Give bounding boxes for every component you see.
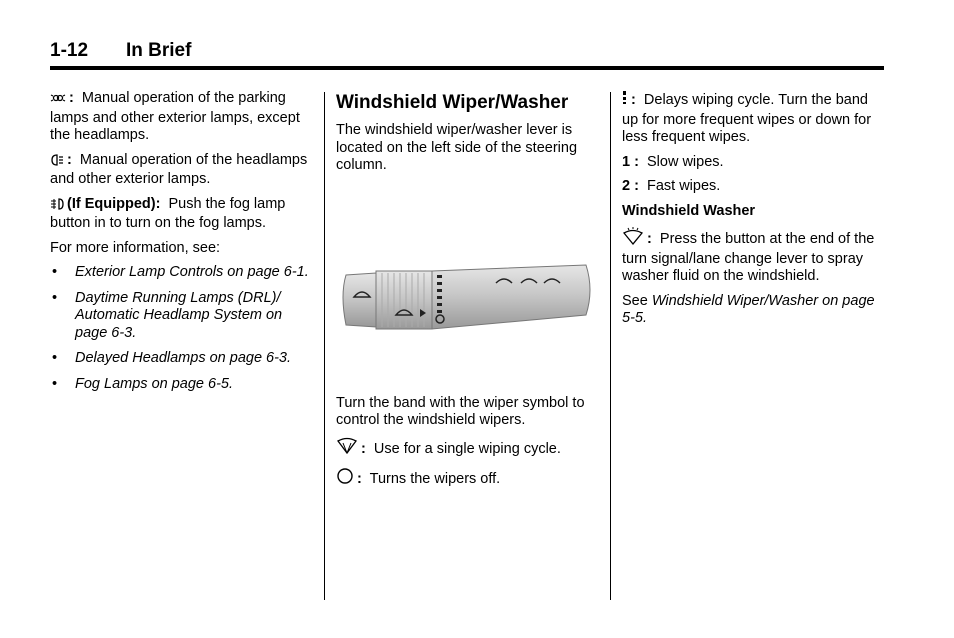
reference-item: • Fog Lamps on page 6-5. (52, 375, 233, 392)
fog-lamp-icon (50, 198, 64, 216)
fast-wipes-item: 2 : Fast wipes. (622, 178, 721, 194)
off-circle-icon (336, 467, 354, 491)
intro-text: The windshield wiper/washer lever is located on the left side of the steering column. (336, 122, 578, 173)
wiper-lever-illustration (336, 185, 598, 385)
column-divider (324, 92, 325, 600)
column-wiper (336, 90, 598, 498)
see-reference: See Windshield Wiper/Washer on page 5-5. (622, 292, 875, 326)
reference-link[interactable]: Daytime Running Lamps (DRL)/ Automatic Headlamp System on page 6-3. (75, 289, 283, 341)
page-header (50, 38, 884, 70)
reference-link[interactable]: Exterior Lamp Controls on page 6-1. (75, 264, 309, 280)
page-number: 1-12 (50, 40, 89, 61)
column-wiper-settings (622, 90, 884, 335)
wipers-off-item: : Turns the wipers off. (336, 467, 598, 491)
reference-link[interactable]: Fog Lamps on page 6-5. (75, 375, 233, 392)
section-title: In Brief (126, 40, 192, 61)
delay-bars-icon (622, 90, 628, 112)
section-heading: Windshield Wiper/Washer (336, 92, 569, 113)
parking-lamps-icon (50, 92, 66, 110)
parking-lamps-item: : Manual operation of the parking lamps and other exterior lamps, except the headlamps. (50, 90, 300, 143)
band-instruction: Turn the band with the wiper symbol to control the windshield wipers. (336, 394, 585, 428)
washer-item: : Press the button at the end of the turn signal/lane change lever to spray washer fluid on the windshield. (622, 227, 884, 286)
more-info-text: For more information, see: (50, 239, 221, 256)
headlamp-icon (50, 154, 64, 172)
reference-link[interactable]: Delayed Headlamps on page 6-3. (75, 350, 292, 366)
column-lighting (50, 90, 312, 401)
reference-item: • Daytime Running Lamps (DRL)/ Automatic Headlamp System on page 6-3. (52, 289, 283, 341)
headlamps-item: : Manual operation of the headlamps and other exterior lamps. (50, 151, 308, 187)
single-wipe-item: : Use for a single wiping cycle. (336, 437, 598, 461)
delay-item: : Delays wiping cycle. Turn the band up for more frequent wipes or down for less frequent wipes. (622, 92, 872, 145)
washer-heading: Windshield Washer (622, 202, 756, 219)
wiper-mist-icon (336, 437, 358, 461)
reference-item: • Exterior Lamp Controls on page 6-1. (52, 264, 309, 280)
fog-lamps-item: (If Equipped): Push the fog lamp button in to turn on the fog lamps. (50, 195, 286, 231)
reference-item: • Delayed Headlamps on page 6-3. (52, 350, 292, 366)
washer-spray-icon (622, 227, 644, 251)
slow-wipes-item: 1 : Slow wipes. (622, 153, 724, 170)
reference-link[interactable]: Windshield Wiper/Washer on page 5-5. (622, 292, 875, 326)
column-divider (610, 92, 611, 600)
